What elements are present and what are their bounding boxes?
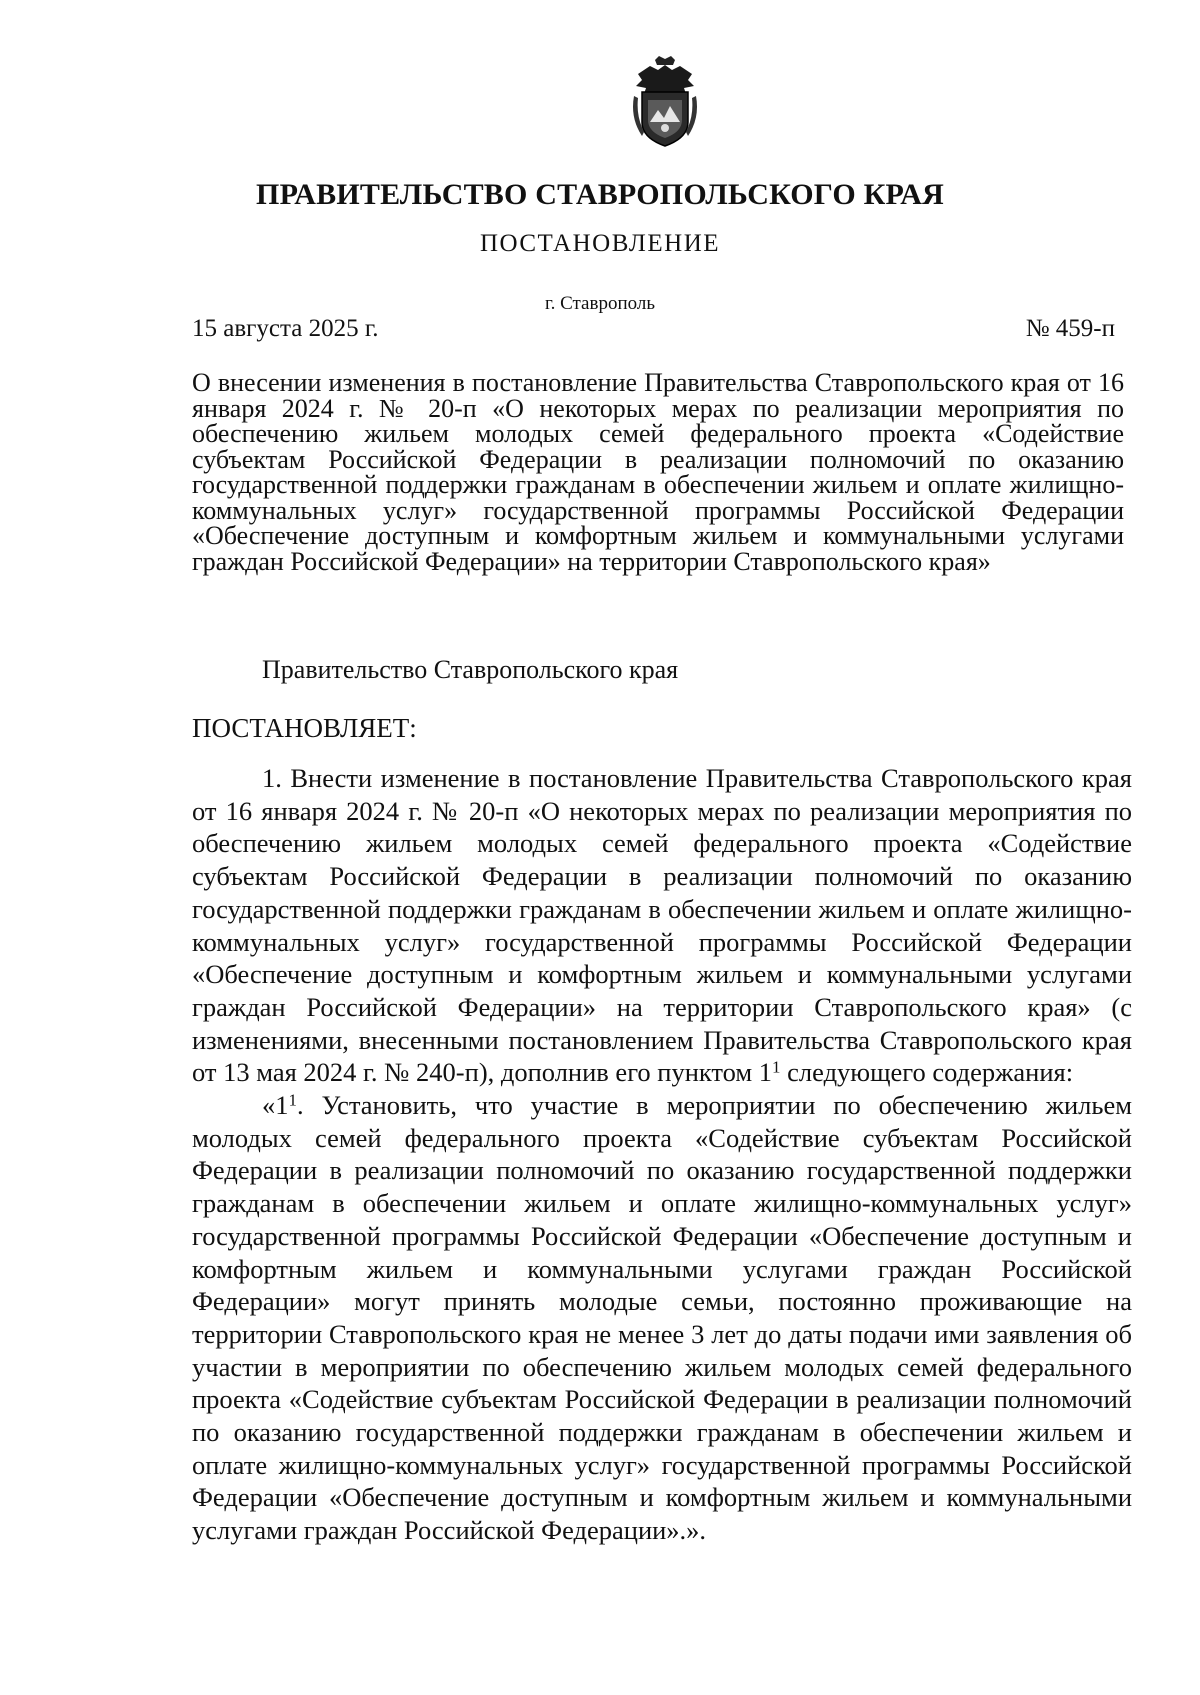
paragraph-1-text: 1. Внести изменение в постановление Правительства Ставропольского края от 16 января 2024 г. № 20-п «О некоторых мерах по реализации мероприятия по обеспечению жильем молодых семей федерального проекта «Содействие субъектам Российской Федерации в реализации полномочий по оказанию государственной поддержки гражданам в обеспечении жильем и оплате жилищно-коммунальных услуг» государственной программы Российской Федерации «Обеспечение доступным и комфортным жильем и коммунальными услугами граждан Российской Федерации» на территории Ставропольского края» (с изменениями, внесенными постановлением Правительства Ставропольского края от 13 мая 2024 г. № 240-п), дополнив его пунктом 1 [192,763,1132,1088]
document-type: ПОСТАНОВЛЕНИЕ [479,230,721,257]
paragraph-1-1-text: . Установить, что участие в мероприятии по обеспечению жильем молодых семей федерального проекта «Содействие субъектам Российской Федерации в реализации полномочий по оказанию государственной поддержки гражданам в обеспечении жильем и оплате жилищно-коммунальных услуг» государственной программы Российской Федерации «Обеспечение доступным и комфортным жильем и коммунальными услугами граждан Российской Федерации» могут принять молодые семьи, постоянно проживающие на территории Ставропольского края не менее 3 лет до даты подачи ими заявления об участии в мероприятии по обеспечению жильем молодых семей федерального проекта «Содействие субъектам Российской Федерации в реализации полномочий по оказанию государственной поддержки гражданам в обеспечении жильем и оплате жилищно-коммунальных услуг» государственной программы Российской Федерации «Обеспечение доступным и комфортным жильем и коммунальными услугами граждан Российской Федерации».». [192,1090,1132,1546]
superscript: 1 [288,1090,297,1110]
document-number: № 459-п [1025,315,1115,342]
document-body [192,762,1132,1547]
preamble: Правительство Ставропольского края [262,655,679,684]
issue-date: 15 августа 2025 г. [192,315,379,342]
decree-heading: ПОСТАНОВЛЯЕТ: [192,713,417,743]
coat-of-arms-icon [628,56,702,148]
paragraph-1-1-lead: «1 [262,1090,289,1121]
issue-city: г. Ставрополь [544,293,656,314]
paragraph-1 [192,762,1132,1089]
paragraph-1-tail: следующего содержания: [780,1057,1074,1088]
paragraph-1-1 [192,1089,1132,1547]
superscript: 1 [772,1057,781,1077]
document-subject: О внесении изменения в постановление Правительства Ставропольского края от 16 января 2024 г. № 20-п «О некоторых мерах по реализации мероприятия по обеспечению жильем молодых семей федерального проекта «Содействие субъектам Российской Федерации в реализации полномочий по оказанию государственной поддержки гражданам в обеспечении жильем и оплате жилищно-коммунальных услуг» государственной программы Российской Федерации «Обеспечение доступным и комфортным жильем и коммунальными услугами граждан Российской Федерации» на территории Ставропольского края» [192,368,1124,576]
government-title: ПРАВИТЕЛЬСТВО СТАВРОПОЛЬСКОГО КРАЯ [256,178,944,211]
